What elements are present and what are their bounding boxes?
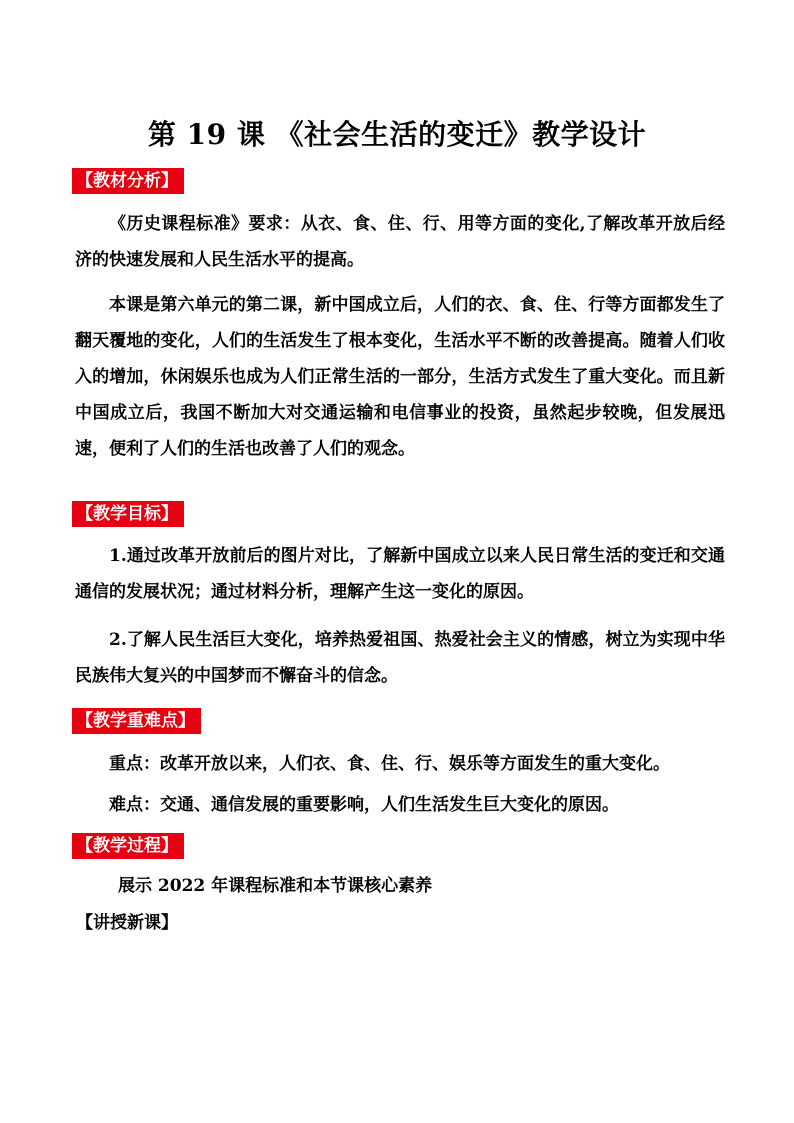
section-label-process: 【教学过程】 — [72, 833, 184, 859]
textbook-analysis-paragraph-2: 本课是第六单元的第二课，新中国成立后，人们的衣、食、住、行等方面都发生了翻天覆地的变化，人们的生活发生了根本变化，生活水平不断的改善提高。随着人们收入的增加，休闲娱乐也成为人们正常生活的一部分，生活方式发生了重大变化。而且新中国成立后，我国不断加大对交通运输和电信事业的投资，虽然起步较晚，但发展迅速，便利了人们的生活也改善了人们的观念。 — [75, 295, 725, 459]
new-lesson-heading: 【讲授新课】 — [76, 913, 178, 933]
teaching-goal-2: 2.了解人民生活巨大变化，培养热爱祖国、热爱社会主义的情感，树立为实现中华民族伟大复兴的中国梦而不懈奋斗的信念。 — [75, 630, 725, 686]
document-title: 第 19 课 《社会生活的变迁》教学设计 — [147, 118, 647, 151]
section-label-teaching-goals: 【教学目标】 — [72, 501, 184, 527]
teaching-goal-1: 1.通过改革开放前后的图片对比，了解新中国成立以来人民日常生活的变迁和交通通信的发展状况；通过材料分析，理解产生这一变化的原因。 — [75, 546, 725, 602]
section-label-key-points: 【教学重难点】 — [72, 708, 201, 734]
section-label-textbook-analysis: 【教材分析】 — [72, 168, 184, 194]
difficult-point-text: 难点：交通、通信发展的重要影响，人们生活发生巨大变化的原因。 — [109, 795, 619, 815]
key-point-text: 重点：改革开放以来，人们衣、食、住、行、娱乐等方面发生的重大变化。 — [109, 754, 670, 774]
textbook-analysis-paragraph-1: 《历史课程标准》要求：从衣、食、住、行、用等方面的变化,了解改革开放后经济的快速发展和人民生活水平的提高。 — [75, 214, 725, 270]
process-show-text: 展示 2022 年课程标准和本节课核心素养 — [118, 876, 433, 896]
